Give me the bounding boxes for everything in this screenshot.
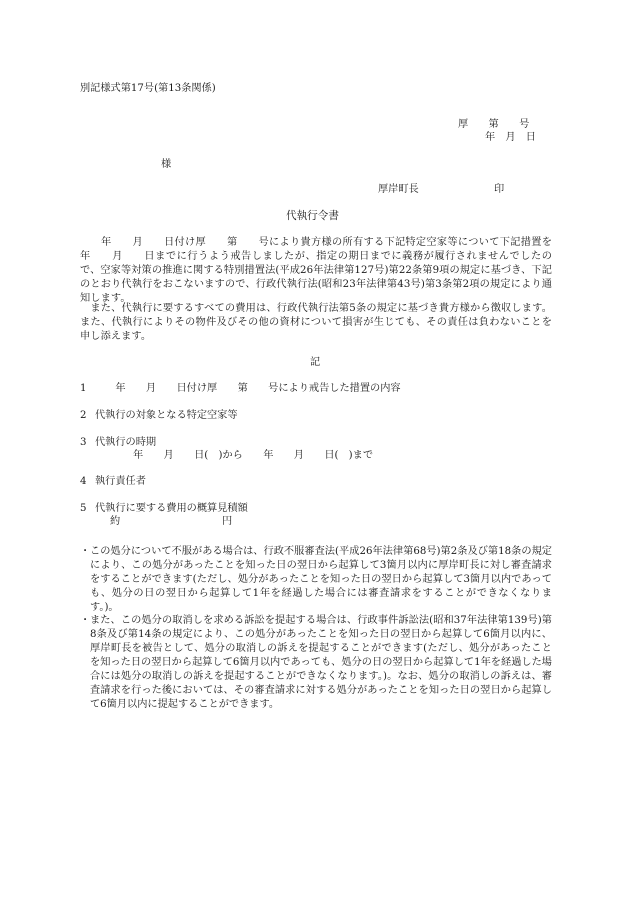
item-number: 5 bbox=[80, 503, 87, 514]
ki-heading: 記 bbox=[310, 357, 321, 368]
lawsuit-note bbox=[80, 614, 552, 712]
sender-name: 厚岸町長 bbox=[378, 184, 419, 195]
item-text: 代執行の時期 bbox=[95, 437, 157, 448]
addressee: 様 bbox=[161, 159, 172, 170]
body-paragraph-2: また、代執行に要するすべての費用は、行政代執行法第5条の規定に基づき貴方様から徴収します。また、代執行によりその物件及びその他の資材について損害が生じても、その責任は負わないことを申し添えます。 bbox=[80, 303, 552, 342]
item-subtext: 約 円 bbox=[110, 516, 233, 527]
appeal-note-text: この処分について不服がある場合は、行政不服審査法(平成26年法律第68号)第2条及び第18条の規定により、この処分があったことを知った日の翌日から起算して3箇月以内に厚岸町長に対し審査請求をすることができます(ただし、処分があったことを知った日の翌日から起算して3箇月以内であっても、処分の日の翌日から起算して1年を経過した場合には審査請求をすることができなくなります。)。 bbox=[90, 546, 552, 613]
item-text: 代執行に要する費用の概算見積額 bbox=[95, 503, 248, 514]
item-text: 年 月 日付け厚 第 号により戒告した措置の内容 bbox=[95, 383, 401, 394]
issue-date: 年 月 日 bbox=[485, 132, 536, 143]
seal-mark: 印 bbox=[494, 184, 505, 195]
lawsuit-note-text: また、この処分の取消しを求める訴訟を提起する場合は、行政事件訴訟法(昭和37年法律第139号)第8条及び第14条の規定により、この処分があったことを知った日の翌日から起算して6箇月以内に、厚岸町長を被告として、処分の取消しの訴えを提起することができます(ただし、処分があったことを知った日の翌日から起算して6箇月以内であっても、処分の日の翌日から起算して1年を経過した場合には処分の取消しの訴えを提起することができなくなります。)。なお、処分の取消しの訴えは、審査請求を行った後においては、その審査請求に対する処分があったことを知った日の翌日から起算して6箇月以内に提起することができます。 bbox=[90, 615, 552, 710]
item-text: 代執行の対象となる特定空家等 bbox=[95, 410, 238, 421]
item-number: 3 bbox=[80, 437, 87, 448]
item-subtext: 年 月 日( )から 年 月 日( )まで bbox=[133, 450, 374, 461]
item-number: 4 bbox=[80, 476, 87, 487]
item-number: 1 bbox=[80, 383, 87, 394]
reference-number: 厚 第 号 bbox=[458, 119, 530, 130]
bullet-mark: ・ bbox=[80, 546, 91, 557]
document-title: 代執行令書 bbox=[286, 210, 339, 222]
item-text: 執行責任者 bbox=[95, 476, 146, 487]
body-paragraph-1: 年 月 日付け厚 第 号により貴方様の所有する下記特定空家等について下記措置を 年 月 日までに行うよう戒告しましたが、指定の期日までに義務が履行されませんでしたので、空家等対策の推進に関する特別措置法(平成26年法律第127号)第22条第9項の規定に基づき、下記のとおり代執行をおこないますので、行政代執行法(昭和23年法律第43号)第3条第2項の規定により通知します。 bbox=[80, 237, 573, 304]
bullet-mark: ・ bbox=[80, 615, 91, 626]
item-number: 2 bbox=[80, 410, 87, 421]
form-label: 別記様式第17号(第13条関係) bbox=[80, 83, 216, 94]
appeal-note bbox=[80, 545, 552, 615]
